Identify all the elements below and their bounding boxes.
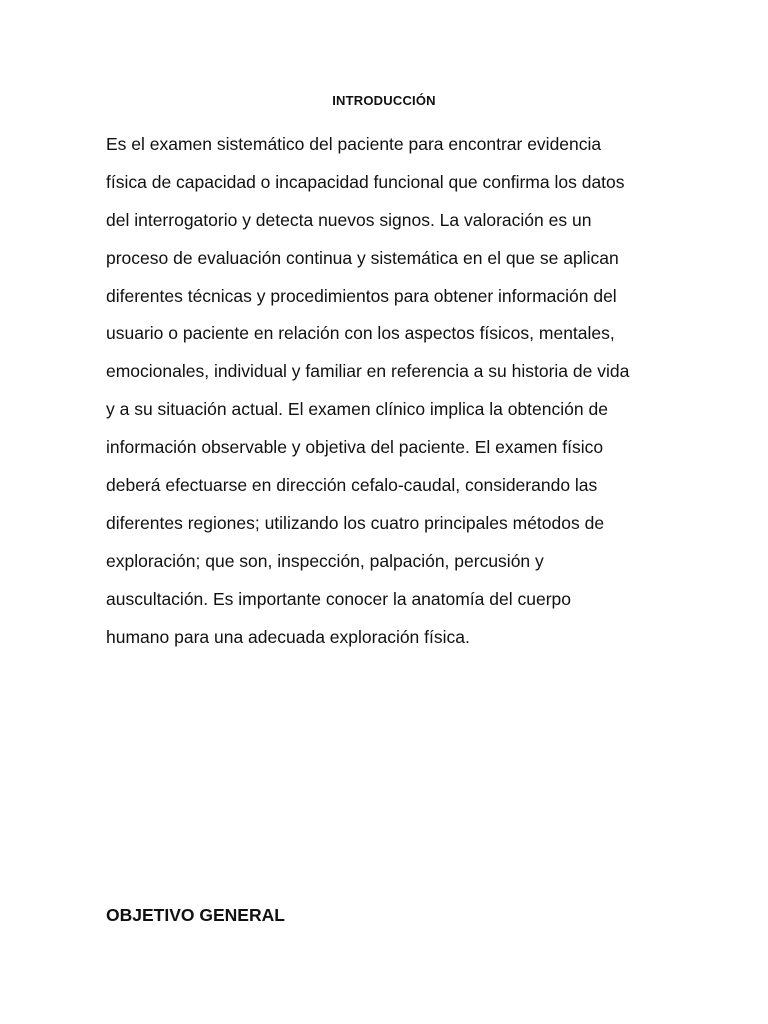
paragraph-line: Es el examen sistemático del paciente para encontrar evidencia (106, 134, 602, 154)
paragraph-line: diferentes técnicas y procedimientos para obtener información del (106, 285, 617, 306)
paragraph-line: humano para una adecuada exploración física. (106, 626, 470, 647)
paragraph-line: usuario o paciente en relación con los aspectos físicos, mentales, (106, 323, 615, 344)
paragraph-line: proceso de evaluación continua y sistemática en el que se aplican (106, 247, 619, 268)
paragraph-line: emocionales, individual y familiar en referencia a su historia de vida (106, 361, 630, 382)
introduction-paragraph (106, 128, 686, 658)
paragraph-line: información observable y objetiva del paciente. El examen físico (106, 437, 604, 458)
section-heading: OBJETIVO GENERAL (106, 905, 285, 925)
paragraph-line: exploración; que son, inspección, palpación, percusión y (106, 550, 544, 571)
paragraph-line: física de capacidad o incapacidad funcional que confirma los datos (106, 171, 625, 192)
paragraph-line: diferentes regiones; utilizando los cuatro principales métodos de (106, 512, 605, 533)
paragraph-line: y a su situación actual. El examen clínico implica la obtención de (106, 399, 608, 420)
paragraph-line: del interrogatorio y detecta nuevos signos. La valoración es un (106, 209, 592, 230)
paragraph-line: deberá efectuarse en dirección cefalo-caudal, considerando las (106, 475, 598, 496)
page-title: INTRODUCCIÓN (332, 93, 436, 108)
paragraph-line: auscultación. Es importante conocer la anatomía del cuerpo (106, 588, 571, 609)
